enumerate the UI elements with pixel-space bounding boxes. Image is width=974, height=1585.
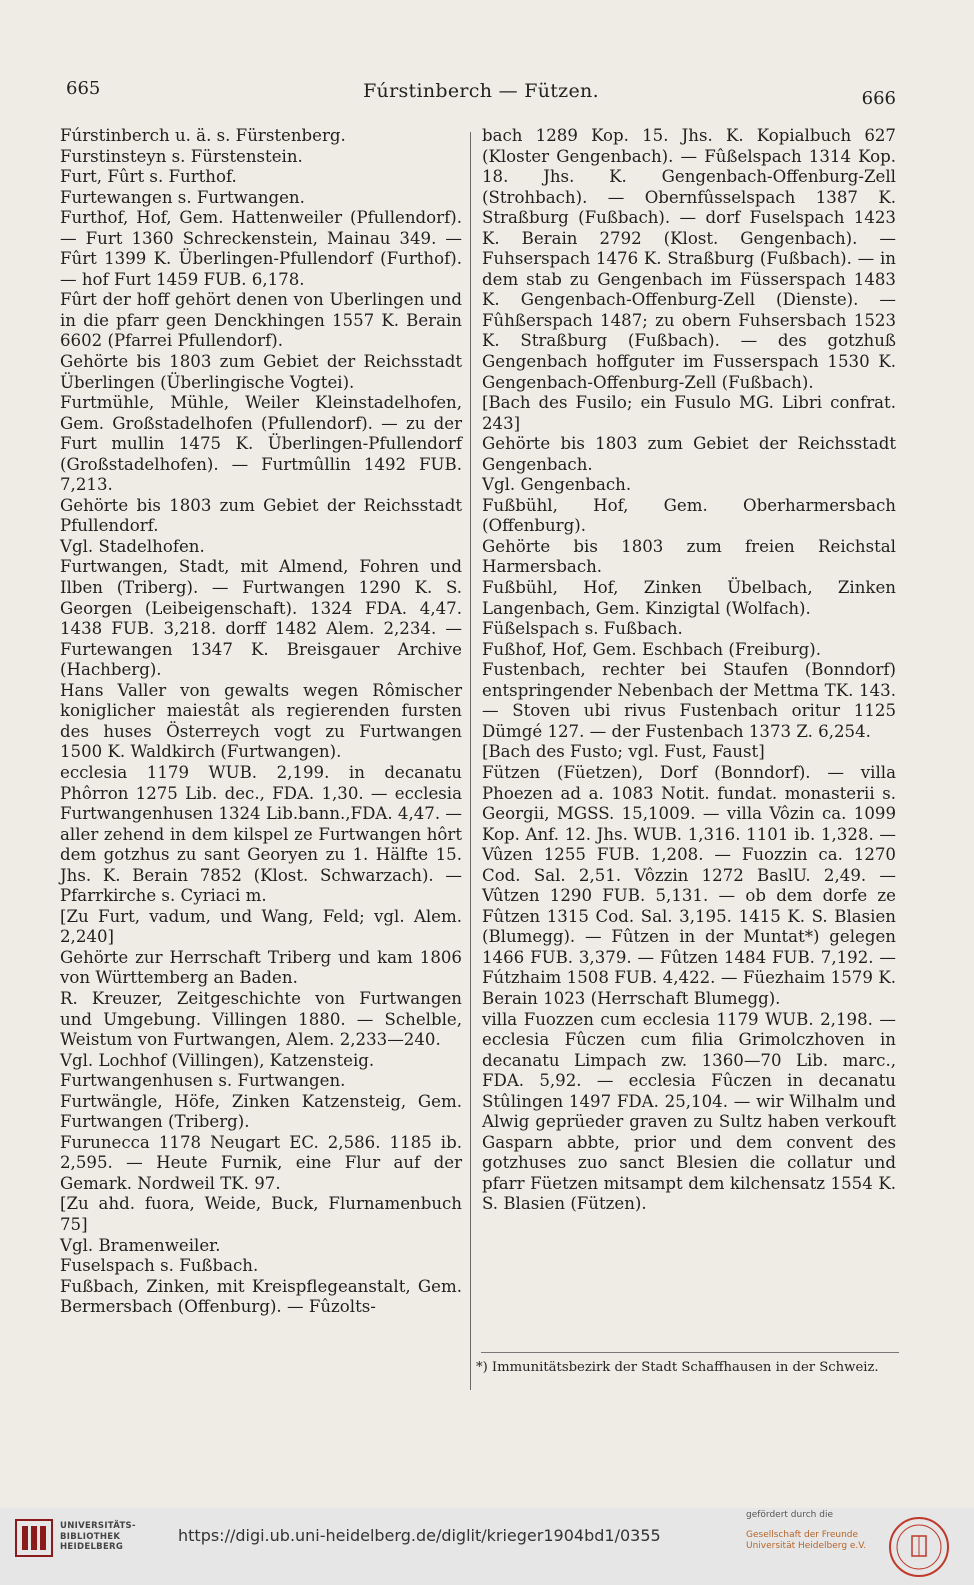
entry-paragraph: Furtwangen, Stadt, mit Almend, Fohren und Ilben (Triberg). — Furtwangen 1290 K. S. Georgen (Leibeigenschaft). 1324 FDA. 4,47. 1438 FUB. 3,218. dorff 1482 Alem. 2,234. — Furtewangen 1347 K. Breisgauer Archive (Hachberg).	[60, 557, 462, 680]
footnote: *) Immunitätsbezirk der Stadt Schaffhausen in der Schweiz.	[476, 1360, 879, 1375]
entry-paragraph: R. Kreuzer, Zeitgeschichte von Furtwangen und Umgebung. Villingen 1880. — Schelble, Weistum von Furtwangen, Alem. 2,233—240.	[60, 988, 462, 1050]
entry-paragraph: Furthof, Hof, Gem. Hattenweiler (Pfullendorf). — Furt 1360 Schreckenstein, Mainau 349. — Fûrt 1399 K. Überlingen-Pfullendorf (Furthof). — hof Furt 1459 FUB. 6,178.	[60, 208, 462, 289]
entry-paragraph: Fuselspach s. Fußbach.	[60, 1256, 259, 1276]
entry-paragraph: ecclesia 1179 WUB. 2,199. in decanatu Phôrron 1275 Lib. dec., FDA. 1,30. — ecclesia Furtwangenhusen 1324 Lib.bann.,FDA. 4,47. — aller zehend in dem kilspel ze Furtwangen hôrt dem gotzhus zu sant Georyen zu 1. Hälfte 15. Jhs. K. Berain 7852 (Klost. Schwarzach). — Pfarrkirche s. Cyriaci m.	[60, 762, 462, 906]
left-column	[60, 126, 462, 1318]
entry-paragraph: Vgl. Bramenweiler.	[60, 1235, 221, 1255]
entry-paragraph: Fußbühl, Hof, Zinken Übelbach, Zinken Langenbach, Gem. Kinzigtal (Wolfach).	[482, 578, 896, 618]
viewer-footer-bar	[0, 1508, 974, 1585]
entry-paragraph: Fustenbach, rechter bei Staufen (Bonndorf) entspringender Nebenbach der Mettma TK. 143. — Stoven ubi rivus Fustenbach oritur 1125 Dümgé 127. — der Fustenbach 1373 Z. 6,254.	[482, 660, 896, 741]
university-seal-icon	[888, 1516, 950, 1578]
entry-paragraph: Gehörte bis 1803 zum Gebiet der Reichsstadt Gengenbach.	[482, 434, 896, 474]
library-name: UNIVERSITÄTS- BIBLIOTHEK HEIDELBERG	[60, 1521, 136, 1552]
entry-paragraph: Vgl. Gengenbach.	[482, 475, 632, 495]
entry-paragraph: Hans Valler von gewalts wegen Rômischer koniglicher maiestât als regierenden fursten des huses Österreych vogt zu Furtwangen 1500 K. Waldkirch (Furtwangen).	[60, 680, 462, 762]
footnote-rule	[481, 1352, 899, 1353]
entry-paragraph: Gehörte bis 1803 zum Gebiet der Reichsstadt Überlingen (Überlingische Vogtei).	[60, 352, 462, 392]
sponsor-credit	[746, 1508, 886, 1552]
entry-paragraph: Gehörte bis 1803 zum freien Reichstal Harmersbach.	[482, 536, 896, 577]
entry-paragraph: Vgl. Lochhof (Villingen), Katzensteig.	[60, 1050, 375, 1070]
sponsor-name: Gesellschaft der Freunde Universität Heidelberg e.V.	[746, 1530, 867, 1551]
entry-paragraph: Furtewangen s. Furtwangen.	[60, 187, 305, 207]
entry-paragraph: Gehörte bis 1803 zum Gebiet der Reichsstadt Pfullendorf.	[60, 495, 462, 536]
running-header	[66, 78, 896, 108]
sponsor-label: gefördert durch die	[746, 1510, 833, 1520]
entry-paragraph: Furstinsteyn s. Fürstenstein.	[60, 146, 303, 166]
entry-paragraph: Fûrt der hoff gehört denen von Uberlingen und in die pfarr geen Denckhingen 1557 K. Berain 6602 (Pfarrei Pfullendorf).	[60, 290, 462, 351]
entry-paragraph: Vgl. Stadelhofen.	[60, 536, 205, 556]
entry-paragraph: Füßelspach s. Fußbach.	[482, 619, 683, 639]
entry-paragraph: Fúrstinberch u. ä. s. Fürstenberg.	[60, 126, 346, 145]
entry-paragraph: [Bach des Fusilo; ein Fusulo MG. Libri confrat. 243]	[482, 393, 896, 433]
entry-paragraph: [Zu Furt, vadum, und Wang, Feld; vgl. Alem. 2,240]	[60, 906, 462, 947]
entry-paragraph: Furt, Fûrt s. Furthof.	[60, 167, 237, 187]
entry-paragraph: Furunecca 1178 Neugart EC. 2,586. 1185 ib. 2,595. — Heute Furnik, eine Flur auf der Gemark. Nordweil TK. 97.	[60, 1132, 462, 1193]
entry-paragraph: Furtwängle, Höfe, Zinken Katzensteig, Gem. Furtwangen (Triberg).	[60, 1091, 462, 1132]
entry-paragraph: [Zu ahd. fuora, Weide, Buck, Flurnamenbuch 75]	[60, 1194, 462, 1234]
entry-paragraph: Furtmühle, Mühle, Weiler Kleinstadelhofen, Gem. Großstadelhofen (Pfullendorf). — zu der Furt mullin 1475 K. Überlingen-Pfullendorf (Großstadelhofen). — Furtmûllin 1492 FUB. 7,213.	[60, 393, 462, 495]
page-number-left: 665	[66, 78, 101, 99]
entry-paragraph: Fußbühl, Hof, Gem. Oberharmersbach (Offenburg).	[482, 495, 896, 536]
entry-paragraph: Fützen (Füetzen), Dorf (Bonndorf). — villa Phoezen ad a. 1083 Notit. fundat. monasterii s. Georgii, MGSS. 15,1009. — villa Vôzin ca. 1099 Kop. Anf. 12. Jhs. WUB. 1,316. 1101 ib. 1,328. — Vûzen 1255 FUB. 1,208. — Fuozzin ca. 1270 Cod. Sal. 2,51. Vôzzin 1272 BaslU. 2,49. — Vûtzen 1290 FUB. 5,131. — ob dem dorfe ze Fûtzen 1315 Cod. Sal. 3,195. 1415 K. S. Blasien (Blumegg). — Fûtzen in der Muntat*) gelegen 1466 FUB. 3,379. — Fûtzen 1484 FUB. 7,192. — Fútzhaim 1508 FUB. 4,422. — Füezhaim 1579 K. Berain 1023 (Herrschaft Blumegg).	[482, 762, 896, 1008]
page-number-right: 666	[861, 88, 896, 109]
column-divider	[470, 132, 471, 1390]
university-library-logo-icon	[14, 1518, 54, 1558]
running-title: Fúrstinberch — Fützen.	[363, 80, 599, 102]
entry-paragraph: bach 1289 Kop. 15. Jhs. K. Kopialbuch 627 (Kloster Gengenbach). — Fûßelspach 1314 Kop. 18. Jhs. K. Gengenbach-Offenburg-Zell (Strohbach). — Obernfûsselspach 1387 K. Straßburg (Fußbach). — dorf Fuselspach 1423 K. Berain 2792 (Klost. Gengenbach). — Fuhserspach 1476 K. Straßburg (Fußbach). — in dem stab zu Gengenbach im Füsserspach 1483 K. Gengenbach-Offenburg-Zell (Dienste). — Fûhßerspach 1487; zu obern Fuhsersbach 1523 K. Straßburg (Fußbach). — des gotzhuß Gengenbach hoffguter im Fusserspach 1530 K. Gengenbach-Offenburg-Zell (Fußbach).	[482, 126, 896, 392]
entry-paragraph: Furtwangenhusen s. Furtwangen.	[60, 1071, 346, 1091]
entry-paragraph: Fußhof, Hof, Gem. Eschbach (Freiburg).	[482, 639, 822, 659]
permalink-url[interactable]: https://digi.ub.uni-heidelberg.de/diglit/krieger1904bd1/0355	[178, 1526, 661, 1545]
entry-paragraph: Fußbach, Zinken, mit Kreispflegeanstalt, Gem. Bermersbach (Offenburg). — Fûzolts-	[60, 1276, 462, 1317]
right-column	[482, 126, 896, 1215]
entry-paragraph: villa Fuozzen cum ecclesia 1179 WUB. 2,198. — ecclesia Fûczen cum filia Grimolczhoven in decanatu Limpach zw. 1360—70 Lib. marc., FDA. 5,92. — ecclesia Fûczen in decanatu Stûlingen 1497 FDA. 25,104. — wir Wilhalm und Alwig geprüeder graven zu Sultz haben verkouft Gasparn abbte, prior und dem convent des gotzhuses zuo sanct Blesien die collatur und pfarr Füetzen mitsampt dem kilchensatz 1554 K. S. Blasien (Fützen).	[482, 1009, 896, 1214]
entry-paragraph: Gehörte zur Herrschaft Triberg und kam 1806 von Württemberg an Baden.	[60, 947, 462, 988]
entry-paragraph: [Bach des Fusto; vgl. Fust, Faust]	[482, 742, 765, 762]
